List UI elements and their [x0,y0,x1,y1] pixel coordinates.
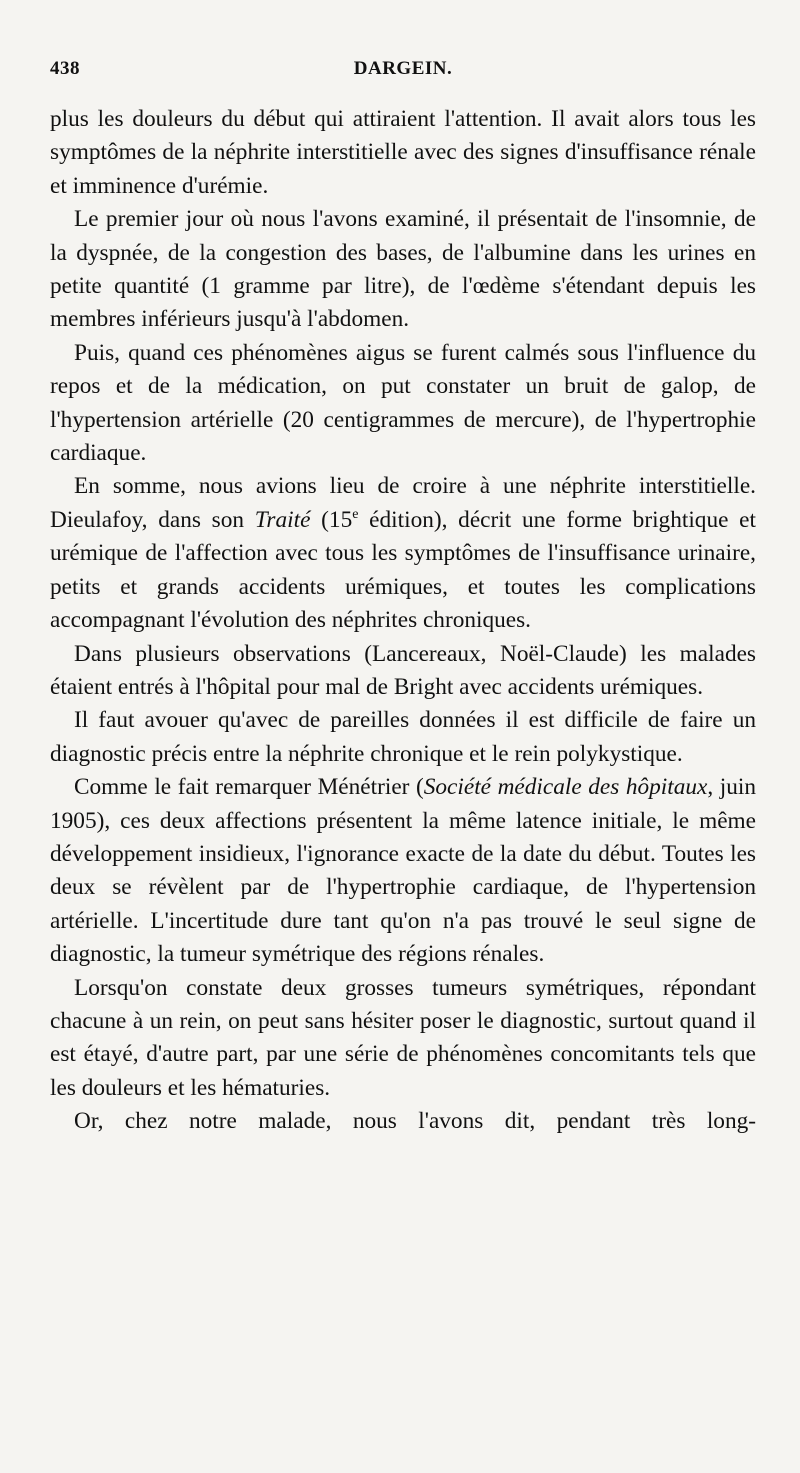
paragraph-6-text: Il faut avouer qu'avec de pareilles données il est difficile de faire un diagnostic précis entre la néphrite chronique et le rein polykystique. [50,707,756,767]
paragraph-7 [50,771,756,971]
paragraph-4-text-b: (15 [310,506,353,533]
paragraph-3-text: Puis, quand ces phénomènes aigus se furent calmés sous l'influence du repos et de la médication, on put constater un bruit de galop, de l'hypertension artérielle (20 centigrammes de mercure), de l'hypertrophie cardiaque. [50,339,756,467]
paragraph-3 [50,337,756,471]
paragraph-9-text: Or, chez notre malade, nous l'avons dit, pendant très long- [74,1108,756,1135]
running-head: DARGEIN. [353,58,453,79]
paragraph-1-text: plus les douleurs du début qui attiraient l'attention. Il avait alors tous les symptômes de la néphrite interstitielle avec des signes d'insuffisance rénale et imminence d'urémie. [50,106,756,199]
paragraph-4 [50,470,756,637]
paragraph-4-text-c: édition), décrit une forme brightique et urémique de l'affection avec tous les symptômes de l'insuffisance urinaire, petits et grands accidents urémiques, et toutes les complications accompagnant l'évolution des néphrites chroniques. [50,506,756,634]
paragraph-4-text-a: En somme, nous avions lieu de croire à une néphrite interstitielle. Dieulafoy, dans son [50,473,756,533]
body-text [50,103,756,1139]
page-number: 438 [50,58,80,79]
paragraph-5 [50,638,756,705]
paragraph-1 [50,103,756,203]
paragraph-4-superscript: e [352,507,359,523]
paragraph-2 [50,203,756,337]
page-header [50,58,756,88]
paragraph-8 [50,972,756,1106]
paragraph-6 [50,704,756,771]
paragraph-7-text-a: Comme le fait remarquer Ménétrier ( [74,774,424,801]
paragraph-9 [50,1105,756,1138]
paragraph-7-text-b: , juin 1905), ces deux affections présentent la même latence initiale, le même développement insidieux, l'ignorance exacte de la date du début. Toutes les deux se révèlent par de l'hypertrophie cardiaque, de l'hypertension artérielle. L'incertitude dure tant qu'on n'a pas trouvé le seul signe de diagnostic, la tumeur symétrique des régions rénales. [50,774,757,968]
paragraph-2-text: Le premier jour où nous l'avons examiné, il présentait de l'insomnie, de la dyspnée, de la congestion des bases, de l'albumine dans les urines en petite quantité (1 gramme par litre), de l'œdème s'étendant depuis les membres inférieurs jusqu'à l'abdomen. [50,206,756,333]
paragraph-5-text: Dans plusieurs observations (Lancereaux, Noël-Claude) les malades étaient entrés à l'hôpital pour mal de Bright avec accidents urémiques. [50,640,756,700]
paragraph-8-text: Lorsqu'on constate deux grosses tumeurs symétriques, répondant chacune à un rein, on peut sans hésiter poser le diagnostic, surtout quand il est étayé, d'autre part, par une série de phénomènes concomitants tels que les douleurs et les hématuries. [50,974,756,1101]
paragraph-4-italic-title: Traité [254,506,311,533]
paragraph-7-italic-journal: Société médicale des hôpitaux [423,774,708,801]
